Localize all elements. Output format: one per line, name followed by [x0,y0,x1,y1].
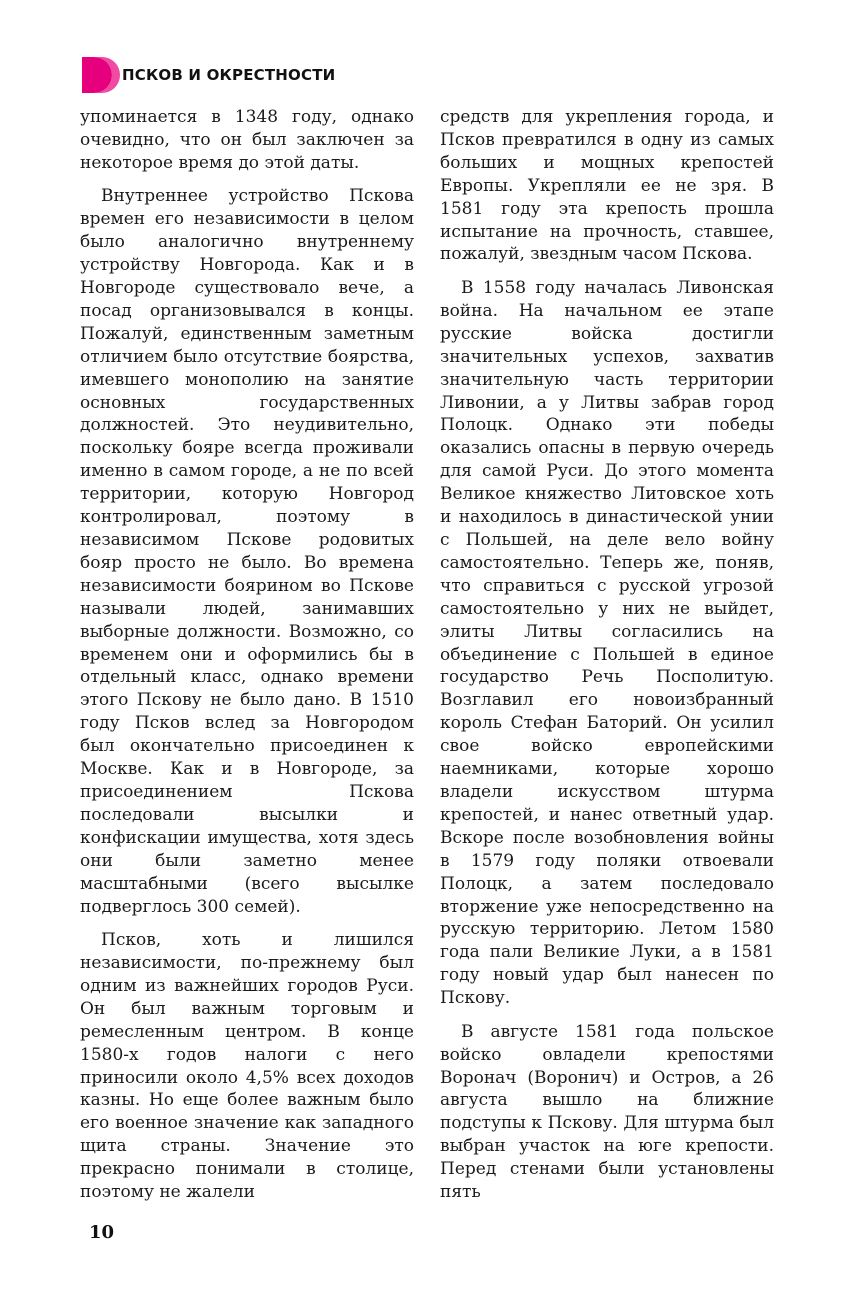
paragraph: средств для укрепления города, и Псков превратился в одну из самых больших и мощных крепостей Европы. Укрепляли ее не зря. В 1581 году эта крепость прошла испытание на прочность, ставшее, пожалуй, звездным часом Пскова. [440,107,774,265]
paragraph: Псков, хоть и лишился независимости, по-прежнему был одним из важнейших городов Руси. Он был важным торговым и ремесленным центром. В конце 1580-х годов налоги с него приносили около 4,5% всех доходов казны. Но еще более важным было его военное значение как западного щита страны. Значение это прекрасно понимали в столице, поэтому не жалели [80,930,414,1203]
left-column [80,106,414,1215]
paragraph: В 1558 году началась Ливонская война. На начальном ее этапе русские войска достигли значительных успехов, захватив значительную часть территории Ливонии, а у Литвы забрав город Полоцк. Однако эти победы оказались опасны в первую очередь для самой Руси. До этого момента Великое княжество Литовское хоть и находилось в династической унии с Польшей, на деле вело войну самостоятельно. Теперь же, поняв, что справиться с русской угрозой самостоятельно у них не выйдет, элиты Литвы согласились на объединение с Польшей в единое государство Речь Посполитую. Возглавил его новоизбранный король Стефан Баторий. Он усилил свое войско европейскими наемниками, которые хорошо владели искусством штурма крепостей, и нанес ответный удар. Вскоре после возобновления войны в 1579 году поляки отвоевали Полоцк, а затем последовало вторжение уже непосредственно на русскую территорию. Летом 1580 года пали Великие Луки, а в 1581 году новый удар был нанесен по Пскову. [440,278,774,1009]
paragraph: упоминается в 1348 году, однако очевидно, что он был заключен за некоторое время до этой даты. [80,107,414,173]
section-marker-icon [80,55,120,95]
right-column [440,106,774,1215]
paragraph: Внутреннее устройство Пскова времен его независимости в целом было аналогично внутреннему устройству Новгорода. Как и в Новгороде существовало вече, а посад организовывался в концы. Пожалуй, единственным заметным отличием было отсутствие боярства, имевшего монополию на занятие основных государственных должностей. Это неудивительно, поскольку бояре всегда проживали именно в самом городе, а не по всей территории, которую Новгород контролировал, поэтому в независимом Пскове родовитых бояр просто не было. Во времена независимости боярином во Пскове называли людей, занимавших выборные должности. Возможно, со временем они и оформились бы в отдельный класс, однако времени этого Пскову не было дано. В 1510 году Псков вслед за Новгородом был окончательно присоединен к Москве. Как и в Новгороде, за присоединением Пскова последовали высылки и конфискации имущества, хотя здесь они были заметно менее масштабными (всего высылке подверглось 300 семей). [80,186,414,917]
running-title: ПСКОВ И ОКРЕСТНОСТИ [122,66,336,84]
paragraph: В августе 1581 года польское войско овладели крепостями Воронач (Воронич) и Остров, а 26 августа вышло на ближние подступы к Пскову. Для штурма был выбран участок на юге крепости. Перед стенами были установлены пять [440,1021,774,1203]
page-number: 10 [89,1222,115,1243]
page-header [80,55,780,95]
